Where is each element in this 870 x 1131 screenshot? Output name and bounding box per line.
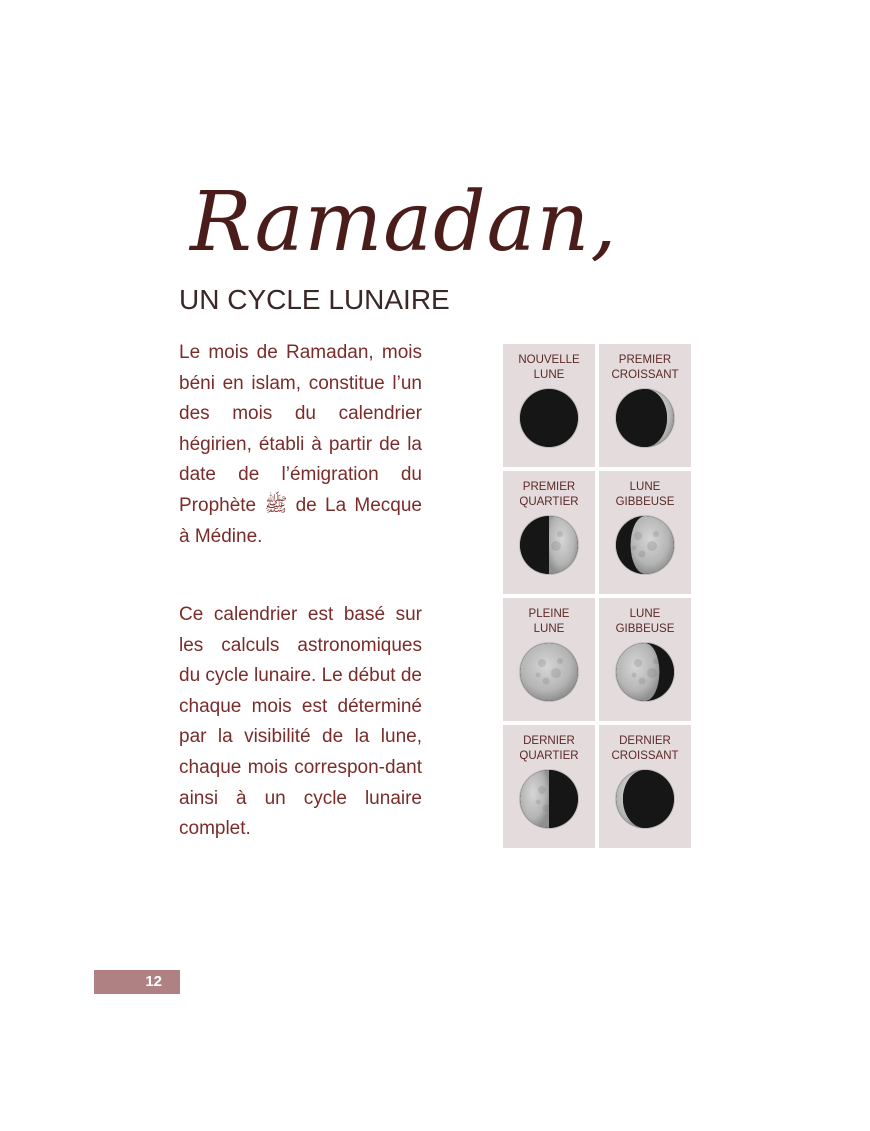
- phase-label: NOUVELLE LUNE: [518, 354, 580, 381]
- moon-phase-drawing: [616, 389, 674, 447]
- phase-label: LUNE GIBBEUSE: [615, 608, 675, 635]
- moon-phases-grid: [503, 344, 691, 848]
- waning-gibbous-icon: [616, 643, 674, 701]
- phase-label: LUNE GIBBEUSE: [615, 481, 675, 508]
- moon-phase-drawing: [520, 389, 578, 447]
- moon-phase-drawing: [520, 770, 578, 828]
- phase-cell: [599, 344, 691, 467]
- phase-label: PREMIER CROISSANT: [611, 354, 679, 381]
- waxing-gibbous-icon: [616, 516, 674, 574]
- first-quarter-icon: [520, 516, 578, 574]
- page-subtitle: UN CYCLE LUNAIRE: [179, 284, 450, 315]
- phase-label: PLEINE LUNE: [528, 608, 570, 635]
- phase-cell: [599, 598, 691, 721]
- intro-paragraph: Le mois de Ramadan, mois béni en islam, constitue l’un des mois du calendrier hégirien, établi à partir de la date de l’émigration du Prophète ﷺ de La Mecque à Médine.: [179, 342, 422, 547]
- moon-phase-drawing: [616, 643, 674, 701]
- last-quarter-icon: [520, 770, 578, 828]
- phase-label: PREMIER QUARTIER: [519, 481, 579, 508]
- waxing-crescent-icon: [616, 389, 674, 447]
- new-moon-icon: [520, 389, 578, 447]
- phase-cell: [503, 471, 595, 594]
- moon-phase-drawing: [520, 643, 578, 701]
- waning-crescent-icon: [616, 770, 674, 828]
- moon-phase-drawing: [520, 516, 578, 574]
- phase-cell: [503, 344, 595, 467]
- moon-phase-drawing: [616, 770, 674, 828]
- full-moon-icon: [520, 643, 578, 701]
- page-number-tab: [94, 970, 180, 994]
- phase-cell: [599, 725, 691, 848]
- page-number: 12: [145, 973, 162, 990]
- page-title: Ramadan,: [190, 175, 618, 270]
- moon-phase-drawing: [616, 516, 674, 574]
- phase-label: DERNIER CROISSANT: [611, 735, 679, 762]
- calendar-paragraph: Ce calendrier est basé sur les calculs astronomiques du cycle lunaire. Le début de chaque mois est déterminé par la visibilité de la lune, chaque mois correspon-dant ainsi à un cycle lunaire complet.: [179, 604, 422, 840]
- phase-cell: [503, 725, 595, 848]
- phase-cell: [599, 471, 691, 594]
- phase-cell: [503, 598, 595, 721]
- phase-label: DERNIER QUARTIER: [519, 735, 579, 762]
